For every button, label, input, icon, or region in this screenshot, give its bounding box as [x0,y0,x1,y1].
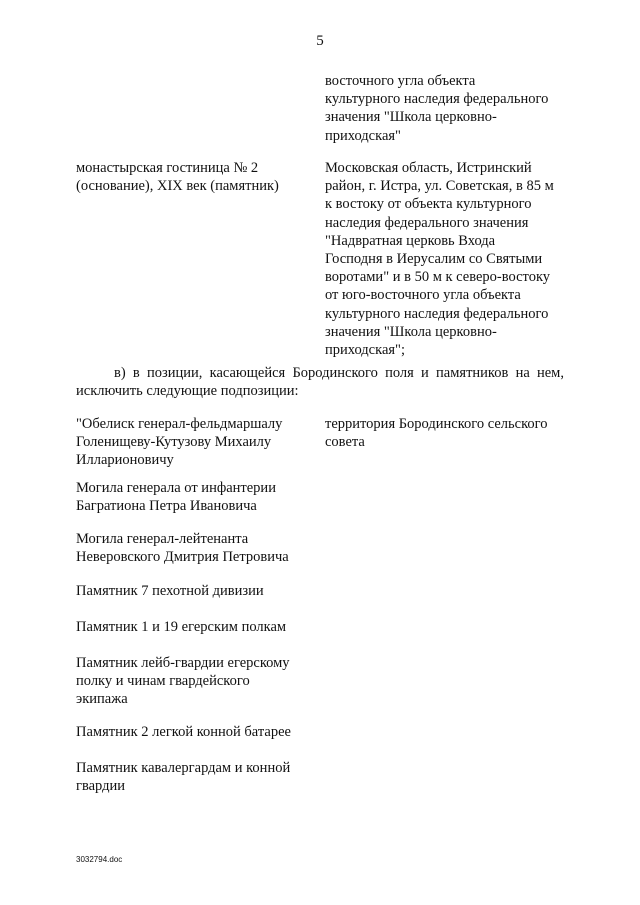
borodino-location: территория Бородинского сельского совета [325,416,548,451]
monument-item: Памятник лейб-гвардии егерскому полку и чинам гвардейского экипажа [76,655,290,708]
continued-address: восточного угла объекта культурного наследия федерального значения "Школа церковно- приходская" [325,73,549,144]
intro-line-2: исключить следующие подпозиции: [76,383,299,400]
hotel-name: монастырская гостиница № 2 (основание), XIX век (памятник) [76,160,279,195]
monument-item: Могила генерал-лейтенанта Неверовского Дмитрия Петровича [76,531,289,566]
monument-item: Памятник 1 и 19 егерским полкам [76,619,287,635]
hotel-address: Московская область, Истринский район, г. Истра, ул. Советская, в 85 м к востоку от объекта культурного наследия федерального значения "Надвратная церковь Входа Господня в Иерусалим со Святыми воротами" и в 50 м к северо-востоку от юго-восточного угла объекта культурного наследия федерального значения "Школа церковно- приходская"; [325,160,554,359]
page-number: 5 [316,33,324,49]
monument-item: "Обелиск генерал-фельдмаршалу Голенищеву-Кутузову Михаилу Илларионовичу [76,416,283,469]
monument-item: Могила генерала от инфантерии Багратиона Петра Ивановича [76,480,276,515]
intro-paragraph [76,364,564,400]
monument-item: Памятник 7 пехотной дивизии [76,583,264,599]
monument-item: Памятник 2 легкой конной батарее [76,724,291,740]
footer-filename: 3032794.doc [76,855,123,864]
monument-item: Памятник кавалергардам и конной гвардии [76,760,291,795]
intro-line-1: в) в позиции, касающейся Бородинского поля и памятников на нем, [114,365,564,381]
